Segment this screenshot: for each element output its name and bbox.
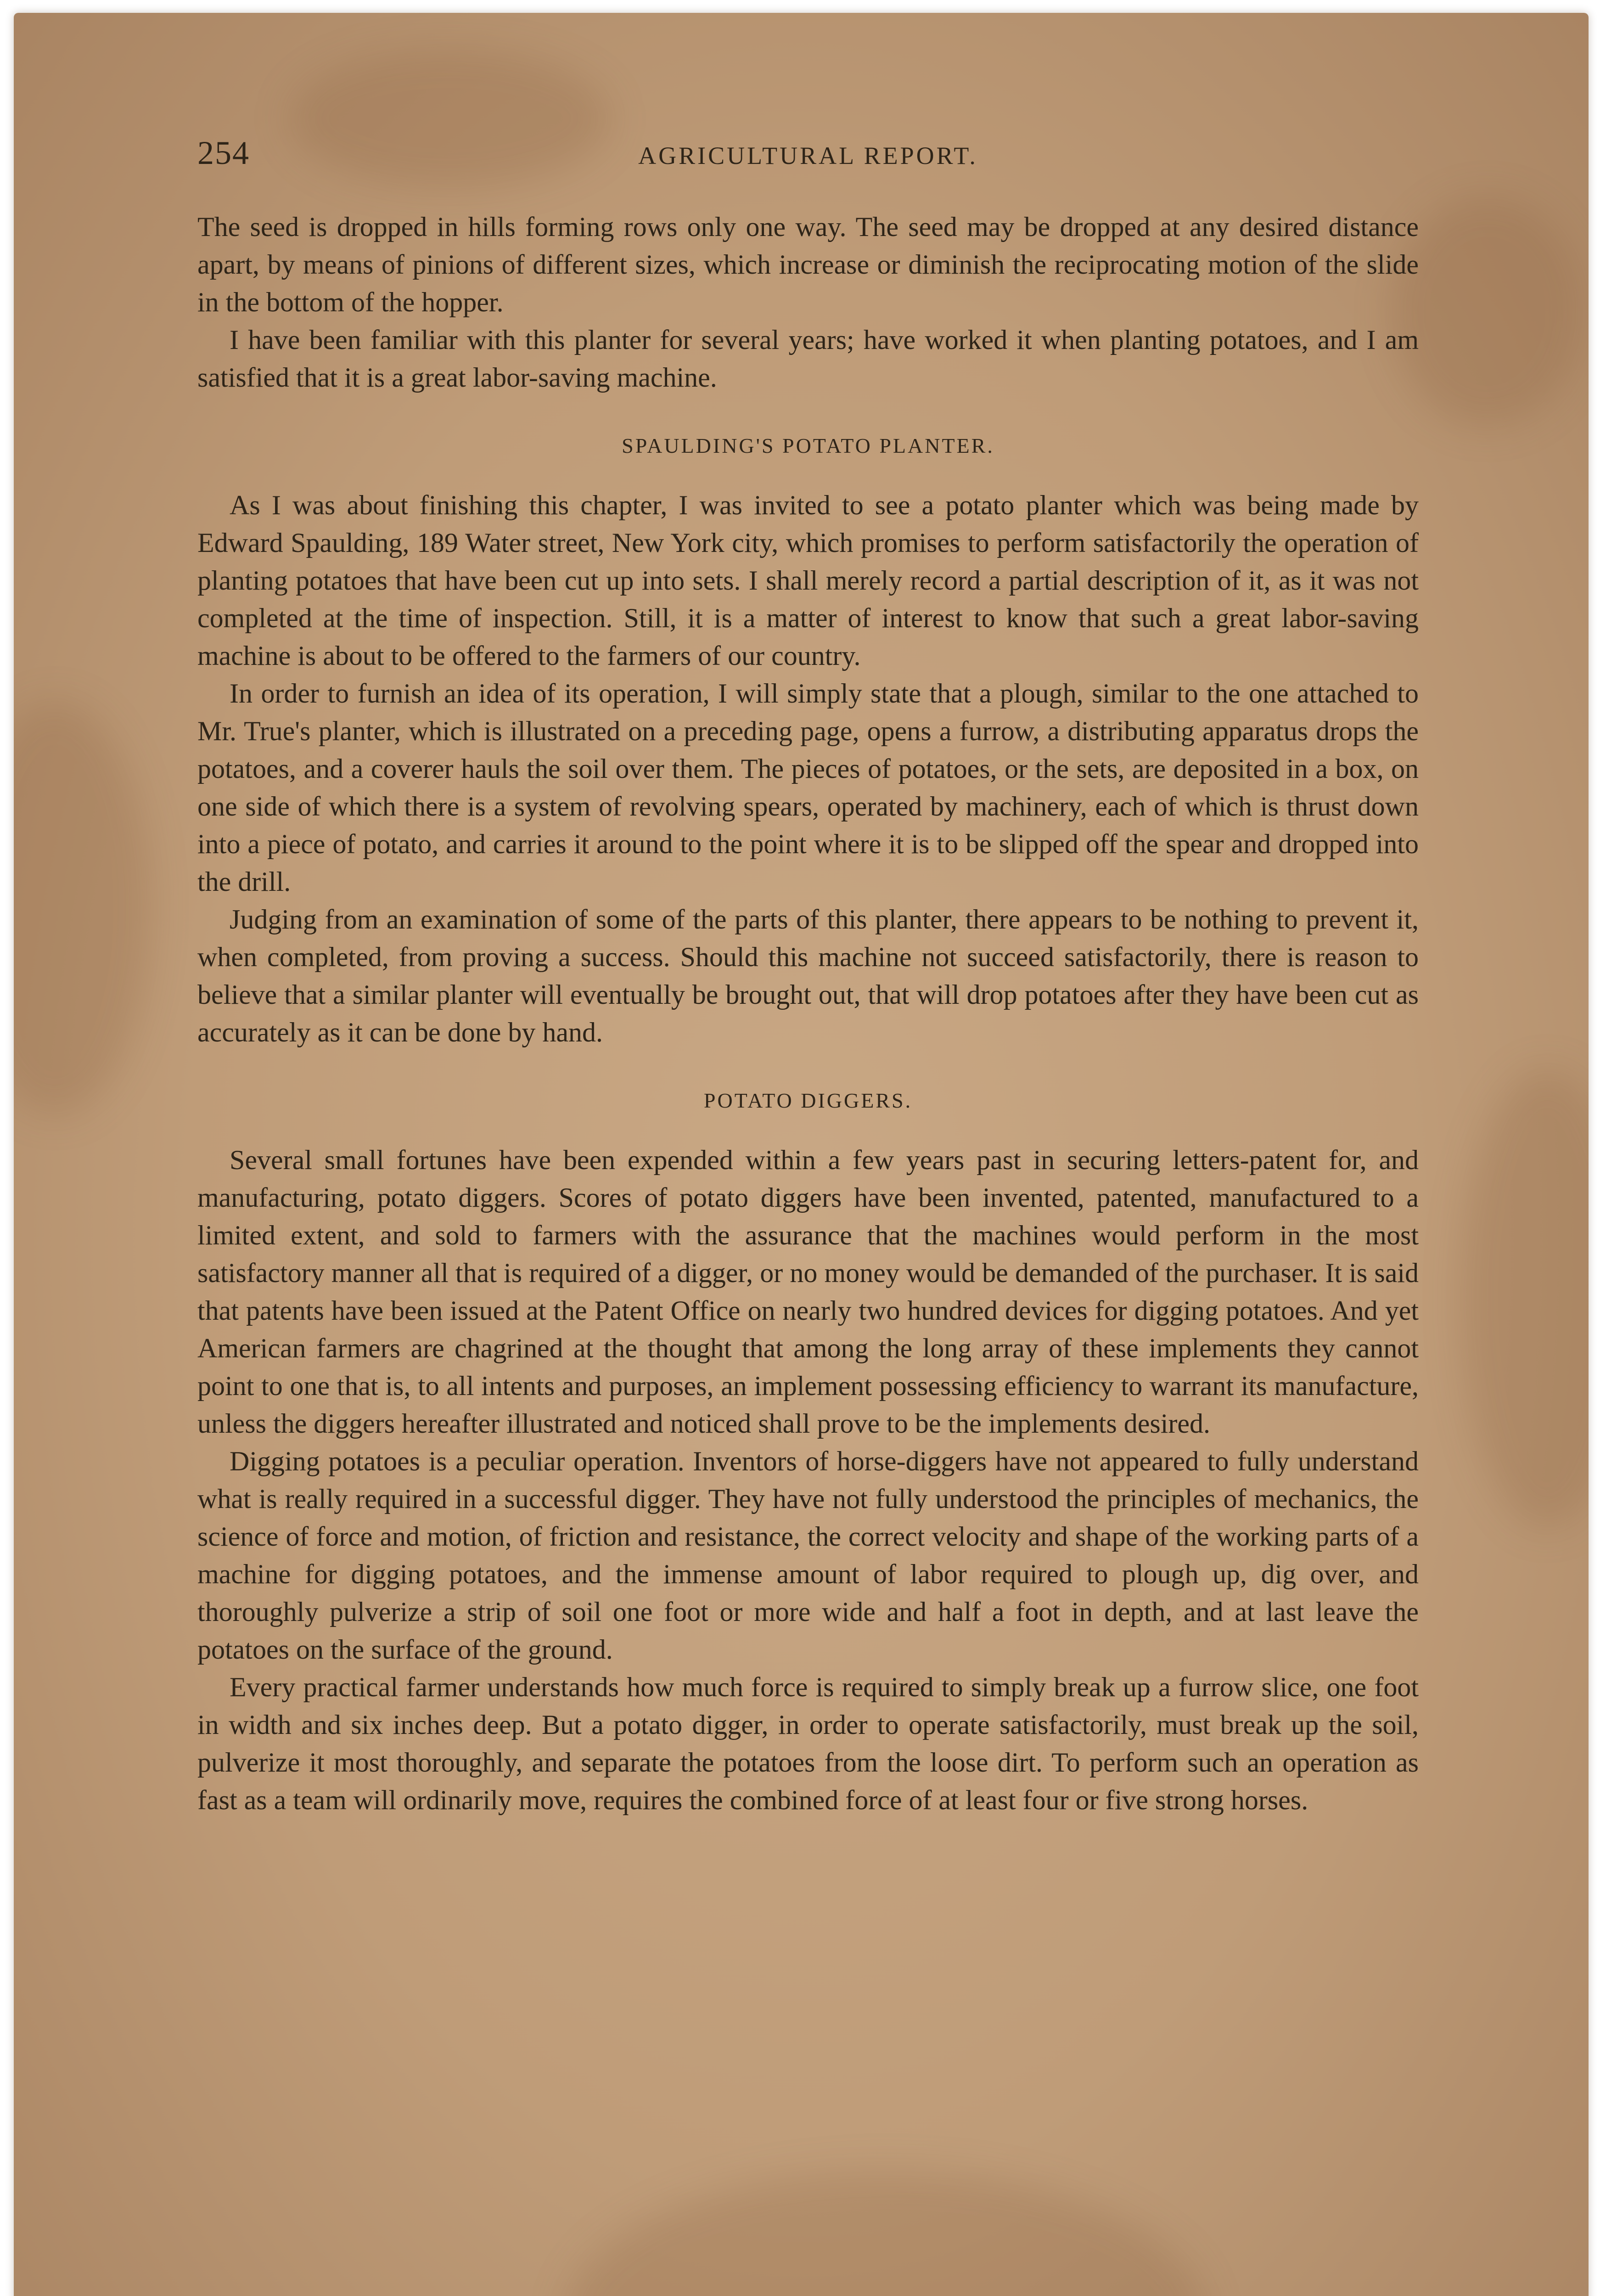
- paragraph: As I was about finishing this chapter, I was invited to see a potato planter which was being made by Edward Spaulding, 189 Water street, New York city, which promises to perform satisfactorily the operation of planting potatoes that have been cut up into sets. I shall merely record a partial description of it, as it was not completed at the time of inspection. Still, it is a matter of interest to know that such a great labor-saving machine is about to be offered to the farmers of our country.: [197, 490, 1419, 671]
- paragraph: Judging from an examination of some of the parts of this planter, there appears to be nothing to prevent it, when completed, from proving a success. Should this machine not succeed satisfactorily, there is reason to believe that a similar planter will eventually be brought out, that will drop potatoes after they have been cut as accurately as it can be done by hand.: [197, 904, 1419, 1047]
- paper-stain: [14, 702, 152, 1115]
- section-heading: SPAULDING'S POTATO PLANTER.: [622, 434, 994, 457]
- paper-stain: [1460, 1069, 1589, 1528]
- paragraph: The seed is dropped in hills forming rows only one way. The seed may be dropped at any desired distance apart, by means of pinions of different sizes, which increase or diminish the reciprocating motion of the slide in the bottom of the hopper.: [197, 212, 1419, 317]
- page-number: 254: [197, 135, 250, 171]
- paragraph: In order to furnish an idea of its operation, I will simply state that a plough, similar to the one attached to Mr. True's planter, which is illustrated on a preceding page, opens a furrow, a distributing apparatus drops the potatoes, and a coverer hauls the soil over them. The pieces of potatoes, or the sets, are deposited in a box, on one side of which there is a system of revolving spears, operated by machinery, each of which is thrust down into a piece of potato, and carries it around to the point where it is to be slipped off the spear and dropped into the drill.: [197, 678, 1419, 897]
- paper-stain: [1391, 197, 1584, 426]
- paragraph: Every practical farmer understands how much force is required to simply break up a furrow slice, one foot in width and six inches deep. But a potato digger, in order to operate satisfactorily, must break up the soil, pulverize it most thoroughly, and separate the potatoes from the loose dirt. To perform such an operation as fast as a team will ordinarily move, requires the combined force of at least four or five strong horses.: [197, 1672, 1419, 1815]
- running-head: AGRICULTURAL REPORT.: [638, 142, 978, 169]
- page-header: [197, 134, 1419, 175]
- section-heading: POTATO DIGGERS.: [703, 1089, 913, 1112]
- paper-stain: [565, 2171, 1207, 2296]
- book-page: [14, 13, 1589, 2296]
- paragraph: I have been familiar with this planter for several years; have worked it when planting potatoes, and I am satisfied that it is a great labor-saving machine.: [197, 325, 1419, 393]
- paragraph: Several small fortunes have been expended within a few years past in securing letters-patent for, and manufacturing, potato diggers. Scores of potato diggers have been invented, patented, manufactured to a limited extent, and sold to farmers with the assurance that the machines would perform in the most satisfactory manner all that is required of a digger, or no money would be demanded of the purchaser. It is said that patents have been issued at the Patent Office on nearly two hundred devices for digging potatoes. And yet American farmers are chagrined at the thought that among the long array of these implements they cannot point to one that is, to all intents and purposes, an implement possessing efficiency to warrant its manufacture, unless the diggers hereafter illustrated and noticed shall prove to be the implements desired.: [197, 1145, 1419, 1439]
- page-body: [197, 208, 1419, 1819]
- paragraph: Digging potatoes is a peculiar operation. Inventors of horse-diggers have not appeared to fully understand what is really required in a successful digger. They have not fully understood the principles of mechanics, the science of force and motion, of friction and resistance, the correct velocity and shape of the working parts of a machine for digging potatoes, and the immense amount of labor required to plough up, dig over, and thoroughly pulverize a strip of soil one foot or more wide and half a foot in depth, and at last leave the potatoes on the surface of the ground.: [197, 1446, 1419, 1665]
